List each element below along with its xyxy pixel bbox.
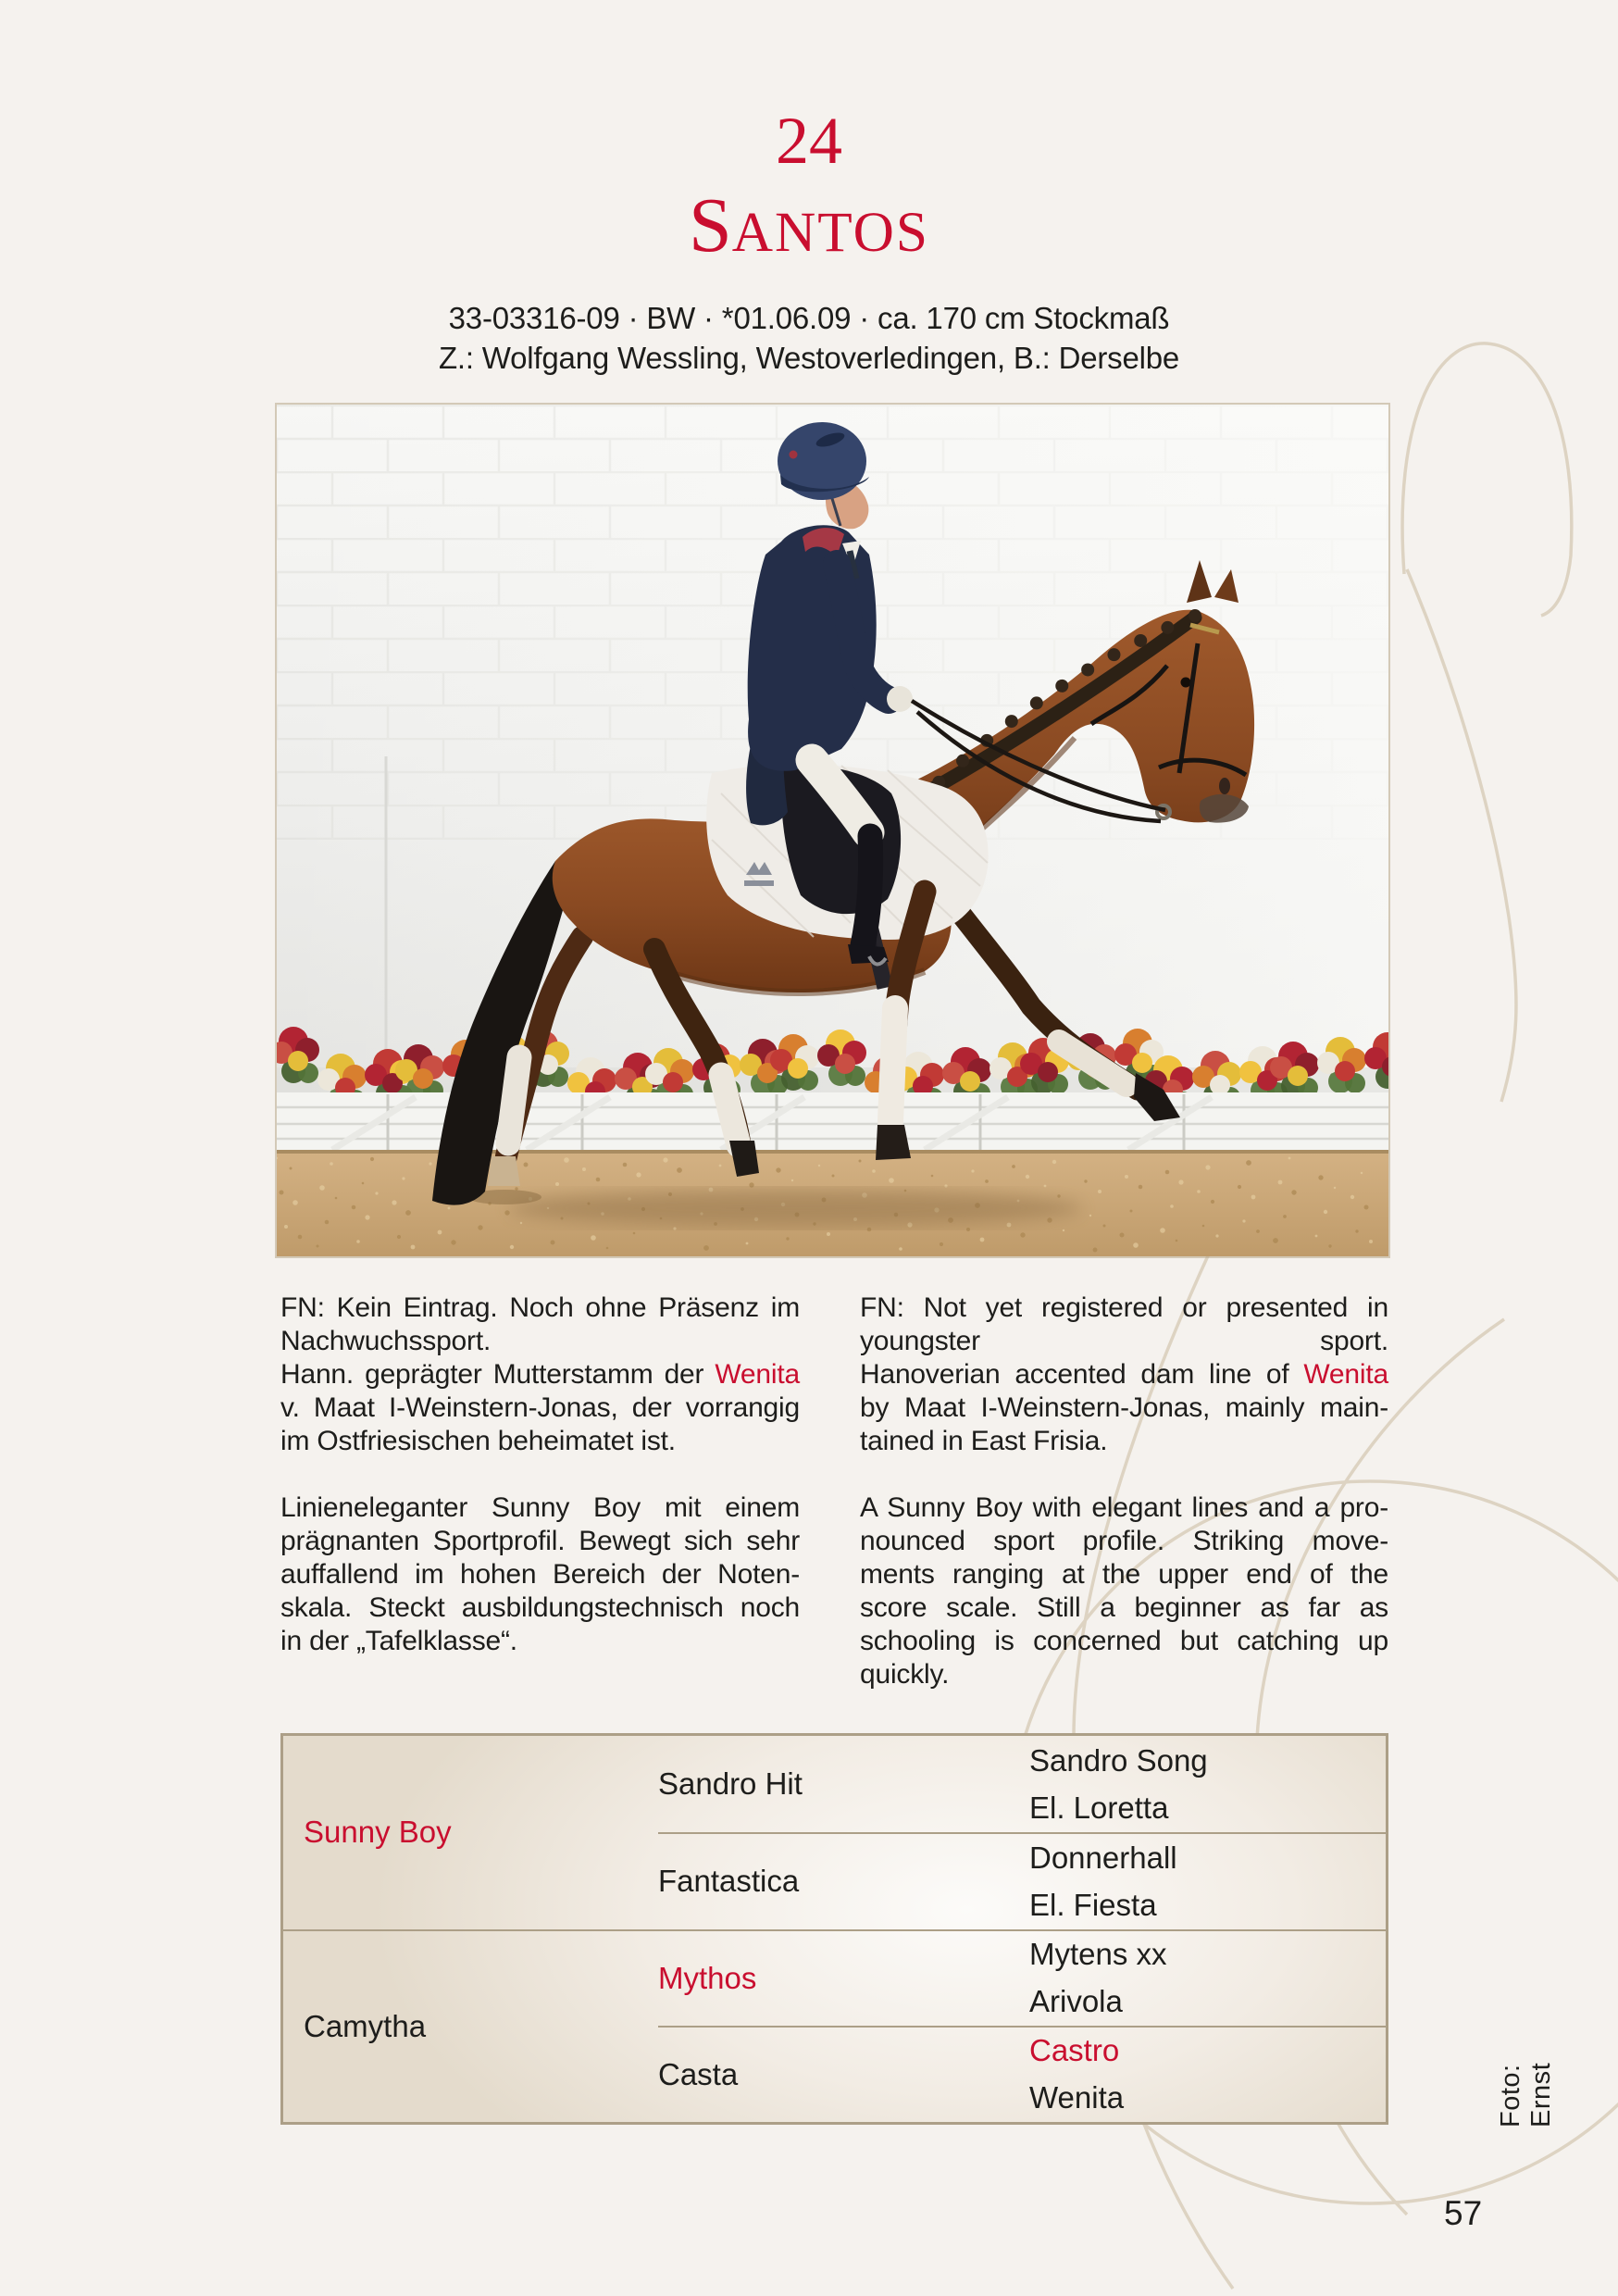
page-number: 57 — [1444, 2194, 1483, 2232]
horse-name: Sandro Hit — [658, 1766, 803, 1802]
pedigree-grandsire — [658, 1929, 1029, 2026]
pedigree-greatgrandparents — [1029, 1832, 1386, 1928]
horse-name: Fantastica — [658, 1864, 800, 1899]
description-german — [280, 1292, 800, 1658]
paragraph: FN: Kein Eintrag. Noch ohne Präsenz im Nachwuchssport. Hann. geprägter Mutterstamm der Wenita v. Maat I-Weinstern-Jonas, der vorrangig im Ostfriesischen beheimatet ist. — [280, 1292, 800, 1456]
horse-name: Castro — [1029, 2033, 1120, 2068]
id-line: 33-03316-09 · BW · *01.06.09 · ca. 170 cm Stockmaß — [448, 301, 1170, 335]
pedigree-greatgrandparents — [1029, 1929, 1386, 2026]
pedigree-granddam — [658, 1832, 1029, 1928]
horse-name: Sandro Song — [1029, 1742, 1208, 1778]
pedigree-sire — [283, 1736, 658, 1929]
horse-name-title — [0, 181, 1618, 277]
horse-name: El. Loretta — [1029, 1790, 1169, 1825]
rider-glove — [887, 686, 913, 712]
paragraph: A Sunny Boy with elegant lines and a pro- nounced sport profile. Striking move- ments ranging at the upper end of the score scale. Still a beginner as far as schooling is concerned but catching up quickly. — [860, 1492, 1388, 1690]
photo-credit: Foto: Ernst — [1496, 2062, 1556, 2128]
horse-name: Sunny Boy — [304, 1815, 452, 1850]
pedigree-granddam — [658, 2026, 1029, 2122]
horse-name: Casta — [658, 2056, 739, 2091]
catalog-number: 24 — [776, 104, 842, 178]
paragraph: Linieneleganter Sunny Boy mit einem prägnanten Sportprofil. Bewegt sich sehr auffallend im hohen Bereich der Noten- skala. Steckt ausbildungstechnisch noch in der „Tafelklasse“. — [280, 1492, 800, 1656]
pedigree-greatgrandparents — [1029, 2026, 1386, 2122]
breeder-line: Z.: Wolfgang Wessling, Westoverledingen, B.: Derselbe — [438, 341, 1180, 375]
horse-name: Mythos — [658, 1960, 757, 1995]
horse-name: El. Fiesta — [1029, 1887, 1157, 1922]
pedigree-grandsire — [658, 1736, 1029, 1832]
horse-name-initial: S — [689, 182, 732, 268]
pedigree-table — [280, 1733, 1388, 2125]
description-english — [860, 1292, 1388, 1691]
horse-name: Camytha — [304, 2008, 427, 2043]
paragraph: FN: Not yet registered or presented in youngster sport. Hanoverian accented dam line of Wenita by Maat I-Weinstern-Jonas, mainly main- tained in East Frisia. — [860, 1292, 1388, 1456]
pedigree-dam — [283, 1929, 658, 2123]
horse-name: Mytens xx — [1029, 1937, 1167, 1972]
horse-name: Donnerhall — [1029, 1840, 1177, 1875]
horse-photo — [277, 405, 1388, 1256]
horse-name-rest: ANTOS — [731, 201, 929, 264]
horse-name: Arivola — [1029, 1984, 1123, 2019]
horse-name: Wenita — [1029, 2080, 1125, 2115]
pedigree-greatgrandparents — [1029, 1736, 1386, 1832]
rider-boot — [863, 836, 871, 945]
